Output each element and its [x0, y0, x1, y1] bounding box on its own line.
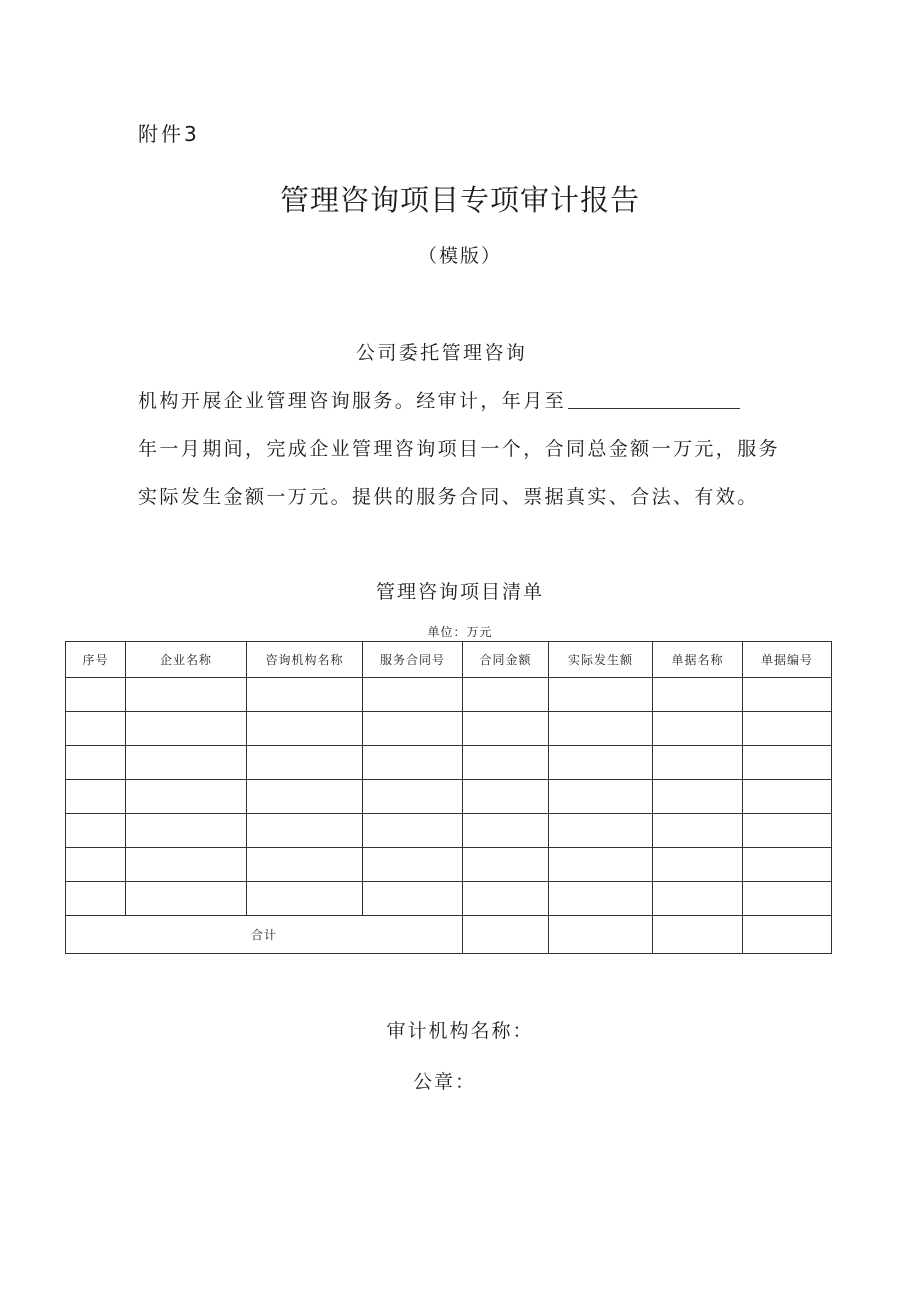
body-line-1: 公司委托管理咨询 [356, 342, 528, 364]
table-cell[interactable] [247, 814, 363, 848]
table-cell[interactable] [463, 712, 549, 746]
column-header: 企业名称 [126, 642, 247, 678]
table-cell[interactable] [549, 678, 653, 712]
table-cell[interactable] [653, 712, 743, 746]
table-cell[interactable] [549, 780, 653, 814]
table-cell[interactable] [653, 814, 743, 848]
table-cell[interactable] [549, 814, 653, 848]
table-cell[interactable] [363, 746, 463, 780]
table-cell[interactable] [247, 712, 363, 746]
table-cell[interactable] [247, 678, 363, 712]
table-cell[interactable] [463, 814, 549, 848]
table-cell[interactable] [363, 712, 463, 746]
column-header: 服务合同号 [363, 642, 463, 678]
table-cell[interactable] [247, 780, 363, 814]
table-cell[interactable] [126, 746, 247, 780]
table-row [66, 678, 832, 712]
fill-in-blank [568, 388, 740, 409]
table-cell[interactable] [743, 746, 832, 780]
total-row [66, 916, 832, 954]
body-line-3: 年一月期间，完成企业管理咨询项目一个，合同总金额一万元，服务 [138, 438, 781, 460]
table-cell[interactable] [363, 678, 463, 712]
table-cell[interactable] [126, 848, 247, 882]
table-row [66, 780, 832, 814]
table-cell[interactable] [549, 848, 653, 882]
table-cell[interactable] [66, 814, 126, 848]
table-row [66, 848, 832, 882]
table-cell[interactable] [463, 882, 549, 916]
table-cell[interactable] [549, 712, 653, 746]
table-cell[interactable] [463, 678, 549, 712]
table-cell[interactable] [653, 780, 743, 814]
table-cell[interactable] [653, 746, 743, 780]
table-cell[interactable] [66, 712, 126, 746]
total-label: 合计 [66, 916, 463, 954]
table-cell[interactable] [743, 780, 832, 814]
table-cell[interactable] [463, 848, 549, 882]
table-cell[interactable] [653, 848, 743, 882]
column-header: 实际发生额 [549, 642, 653, 678]
table-cell[interactable] [743, 848, 832, 882]
table-row [66, 882, 832, 916]
table-cell[interactable] [743, 882, 832, 916]
total-cell[interactable] [653, 916, 743, 954]
table-cell[interactable] [463, 780, 549, 814]
table-cell[interactable] [247, 848, 363, 882]
table-cell[interactable] [363, 780, 463, 814]
list-title: 管理咨询项目清单 [375, 581, 544, 603]
table-cell[interactable] [463, 746, 549, 780]
body-line-2-text: 机构开展企业管理咨询服务。经审计，年月至 [138, 390, 567, 412]
column-header: 序号 [66, 642, 126, 678]
table-cell[interactable] [363, 848, 463, 882]
body-line-2 [138, 386, 740, 413]
table-cell[interactable] [743, 678, 832, 712]
table-cell[interactable] [247, 882, 363, 916]
total-cell[interactable] [743, 916, 832, 954]
table-cell[interactable] [743, 814, 832, 848]
table-header-row [66, 642, 832, 678]
official-seal-label: 公章： [413, 1071, 477, 1093]
page-subtitle: （模版） [417, 245, 502, 267]
total-cell[interactable] [463, 916, 549, 954]
table-cell[interactable] [549, 746, 653, 780]
table-row [66, 712, 832, 746]
table-row [66, 814, 832, 848]
project-list-table [65, 641, 832, 954]
table-cell[interactable] [653, 678, 743, 712]
table-cell[interactable] [66, 678, 126, 712]
audit-institution-label: 审计机构名称： [386, 1020, 534, 1042]
table-cell[interactable] [126, 712, 247, 746]
table-cell[interactable] [66, 746, 126, 780]
table-cell[interactable] [66, 882, 126, 916]
page-title: 管理咨询项目专项审计报告 [279, 183, 640, 217]
body-line-4: 实际发生金额一万元。提供的服务合同、票据真实、合法、有效。 [138, 486, 759, 508]
table-cell[interactable] [126, 882, 247, 916]
column-header: 单据名称 [653, 642, 743, 678]
table-row [66, 746, 832, 780]
unit-label: 单位：万元 [427, 625, 493, 639]
table-cell[interactable] [743, 712, 832, 746]
table-cell[interactable] [66, 780, 126, 814]
table-cell[interactable] [66, 848, 126, 882]
table-cell[interactable] [126, 678, 247, 712]
column-header: 单据编号 [743, 642, 832, 678]
table-cell[interactable] [126, 814, 247, 848]
table-cell[interactable] [247, 746, 363, 780]
table-cell[interactable] [549, 882, 653, 916]
total-cell[interactable] [549, 916, 653, 954]
column-header: 咨询机构名称 [247, 642, 363, 678]
column-header: 合同金额 [463, 642, 549, 678]
table-cell[interactable] [363, 814, 463, 848]
table-cell[interactable] [653, 882, 743, 916]
table-cell[interactable] [126, 780, 247, 814]
table-cell[interactable] [363, 882, 463, 916]
attachment-label: 附件3 [138, 122, 200, 146]
